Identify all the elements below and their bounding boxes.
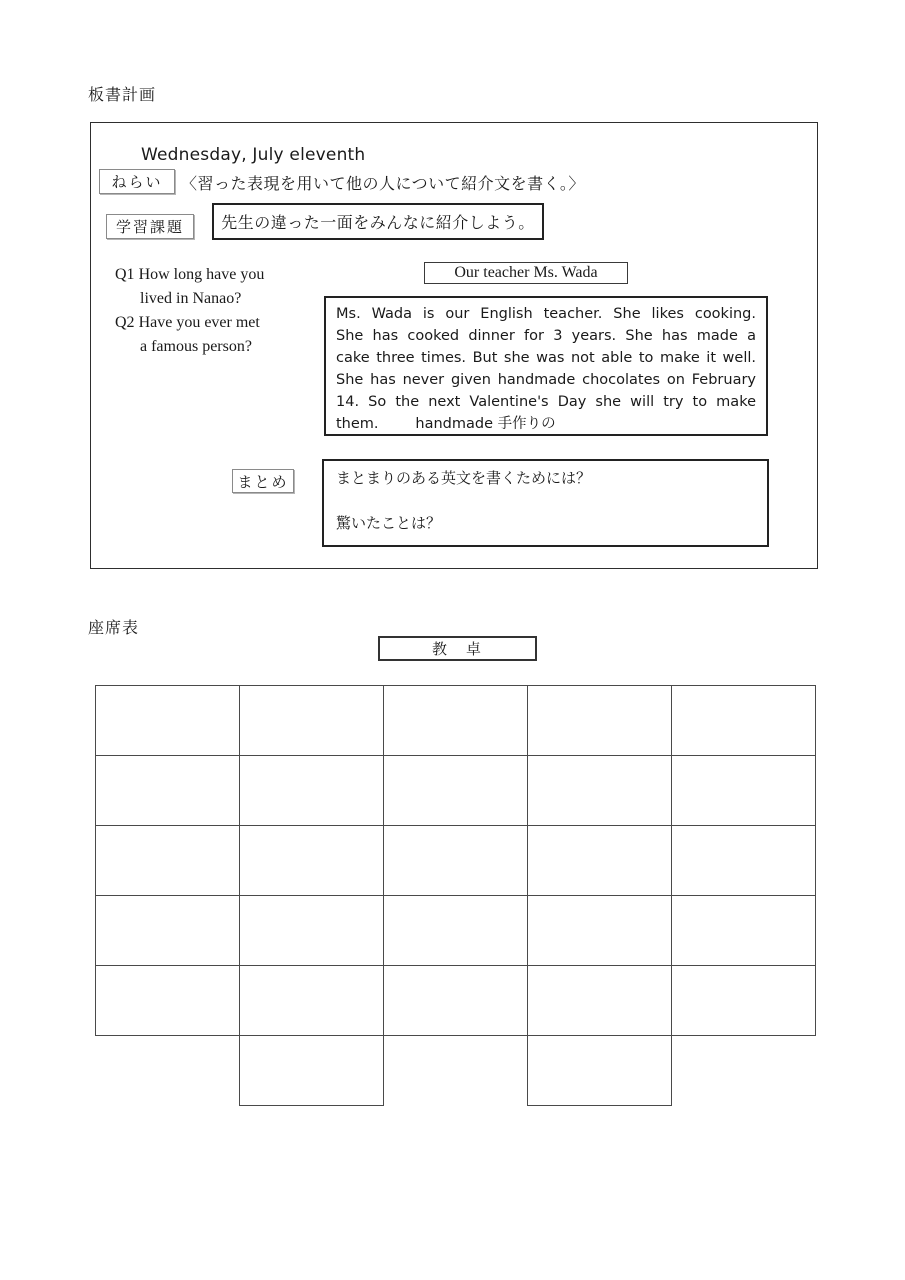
question-number: Q1 — [115, 266, 135, 283]
seat-cell — [527, 825, 672, 896]
aim-label-box: ねらい — [99, 169, 175, 194]
seat-cell — [671, 965, 816, 1036]
question-line1 — [115, 311, 264, 335]
seat-cell — [239, 965, 384, 1036]
essay-line: Ms. Wada is our English teacher. She likes cooking. — [336, 306, 756, 322]
essay-text-box — [324, 296, 768, 436]
seat-cell — [527, 755, 672, 826]
essay-line: She has cooked dinner for 3 years. She has made a — [336, 328, 756, 344]
summary-question-2: 驚いたことは？ — [336, 516, 442, 532]
seat-cell — [671, 755, 816, 826]
seat-cell — [671, 685, 816, 756]
seat-cell — [239, 1035, 384, 1106]
seat-cell — [95, 685, 240, 756]
question-text: Have you ever met — [138, 314, 260, 331]
seat-cell — [239, 825, 384, 896]
essay-line: 14. So the next Valentine's Day she will try to make — [336, 394, 756, 410]
seat-cell — [383, 895, 528, 966]
seat-cell — [383, 685, 528, 756]
seat-cell — [527, 895, 672, 966]
seat-cell — [383, 825, 528, 896]
task-label-box: 学習課題 — [106, 214, 194, 239]
essay-line: cake three times. But she was not able to make it well. — [336, 350, 756, 366]
summary-question-1: まとまりのある英文を書くためには？ — [336, 471, 592, 487]
board-plan-section-title: 板書計画 — [88, 87, 157, 104]
seat-cell — [527, 965, 672, 1036]
question-line2: lived in Nanao? — [140, 290, 242, 307]
question-line2: a famous person? — [140, 338, 252, 355]
aim-text: 〈習った表現を用いて他の人について紹介文を書く。〉 — [181, 176, 585, 193]
summary-label-box: まとめ — [232, 469, 294, 493]
teacher-desk-box: 教 卓 — [378, 636, 537, 661]
seat-cell — [95, 895, 240, 966]
essay-title-box: Our teacher Ms. Wada — [424, 262, 628, 284]
question-number: Q2 — [115, 314, 135, 331]
essay-line: She has never given handmade chocolates on February — [336, 372, 756, 388]
task-text-box: 先生の違った一面をみんなに紹介しよう。 — [212, 203, 544, 240]
seating-grid — [95, 685, 817, 1107]
seat-cell — [239, 895, 384, 966]
seating-chart-section-title: 座席表 — [88, 620, 140, 637]
board-plan-box — [90, 122, 818, 569]
question-text: How long have you — [138, 266, 265, 283]
seat-cell — [95, 965, 240, 1036]
seat-cell — [527, 1035, 672, 1106]
seat-cell — [383, 965, 528, 1036]
essay-line: them. handmade 手作りの — [336, 416, 556, 432]
summary-box — [322, 459, 769, 547]
question-item — [115, 311, 264, 359]
question-item — [115, 263, 264, 311]
seat-cell — [527, 685, 672, 756]
seat-cell — [95, 755, 240, 826]
seat-cell — [671, 825, 816, 896]
lesson-date: Wednesday, July eleventh — [141, 145, 366, 165]
question-line1 — [115, 263, 264, 287]
seat-cell — [239, 685, 384, 756]
seat-cell — [671, 895, 816, 966]
questions-list — [115, 263, 264, 359]
seat-cell — [239, 755, 384, 826]
seat-cell — [383, 755, 528, 826]
seat-cell — [95, 825, 240, 896]
